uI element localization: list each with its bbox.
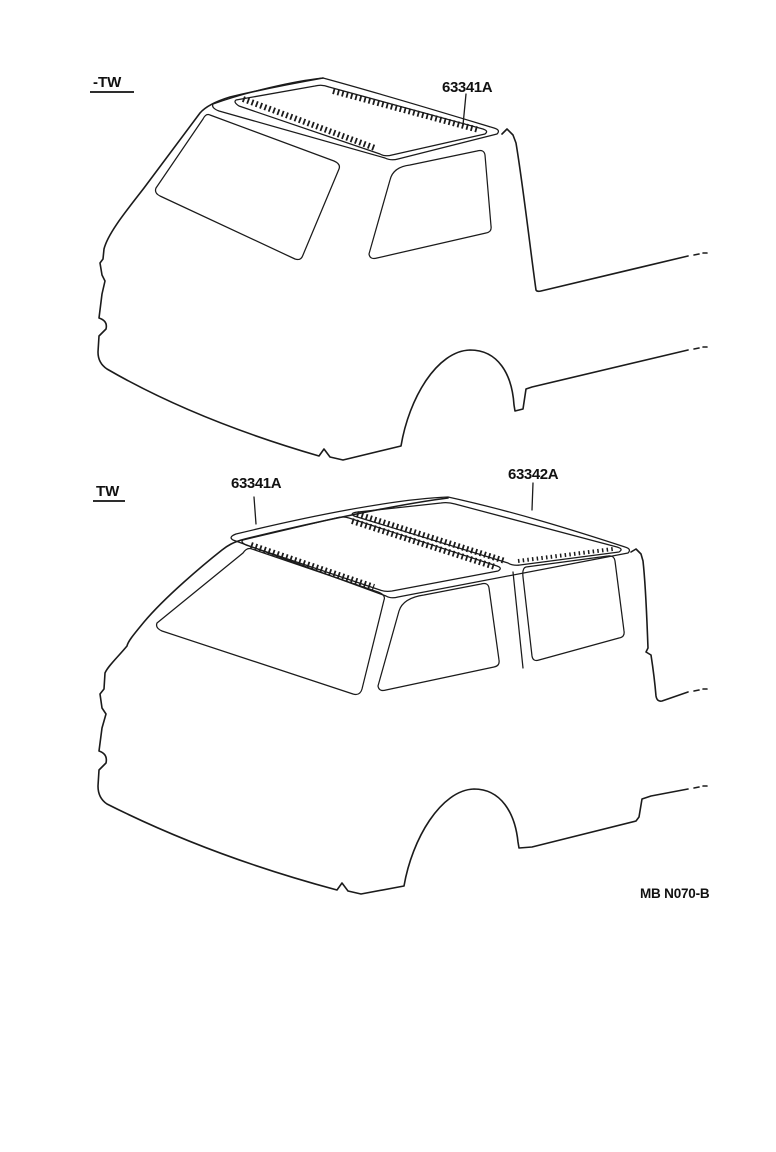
roof-headlining-front-panel-63341a — [242, 517, 500, 591]
double-cab-front-door-window — [378, 584, 499, 691]
double-cab-rear-door-window — [523, 556, 624, 661]
part-callout-63342a: 63342A — [508, 466, 559, 483]
leader-63341a-top — [463, 94, 466, 125]
double-cab-windshield — [157, 549, 385, 695]
double-cab-b-pillar-line — [513, 572, 523, 668]
leader-63342a — [532, 483, 533, 510]
variant-label-no-tw: -TW — [93, 74, 122, 91]
single-cab-door-window — [369, 151, 491, 259]
panel-rear-edge-hatching — [333, 91, 479, 130]
front-panel-front-edge-hatching — [251, 545, 374, 587]
single-cab-rear-pillar-and-bed-rail — [502, 129, 707, 291]
vehicle-double-cab — [98, 483, 707, 894]
part-callout-63341a-top: 63341A — [442, 79, 493, 96]
double-cab-body-outline — [98, 498, 707, 894]
labels — [90, 74, 710, 901]
double-cab-rear-pillar-and-bed-rail — [631, 549, 707, 701]
leader-63341a-bottom — [254, 497, 256, 524]
single-cab-body-outline — [98, 78, 707, 460]
vehicle-single-cab — [98, 78, 707, 460]
part-callout-63341a-bottom: 63341A — [231, 475, 282, 492]
variant-label-tw: TW — [96, 483, 120, 500]
panel-divider-hatching-rear — [357, 514, 505, 561]
figure-code: MB N070-B — [640, 886, 710, 901]
double-cab-roof-outline — [231, 497, 629, 598]
panel-divider-hatching-front — [352, 521, 495, 567]
